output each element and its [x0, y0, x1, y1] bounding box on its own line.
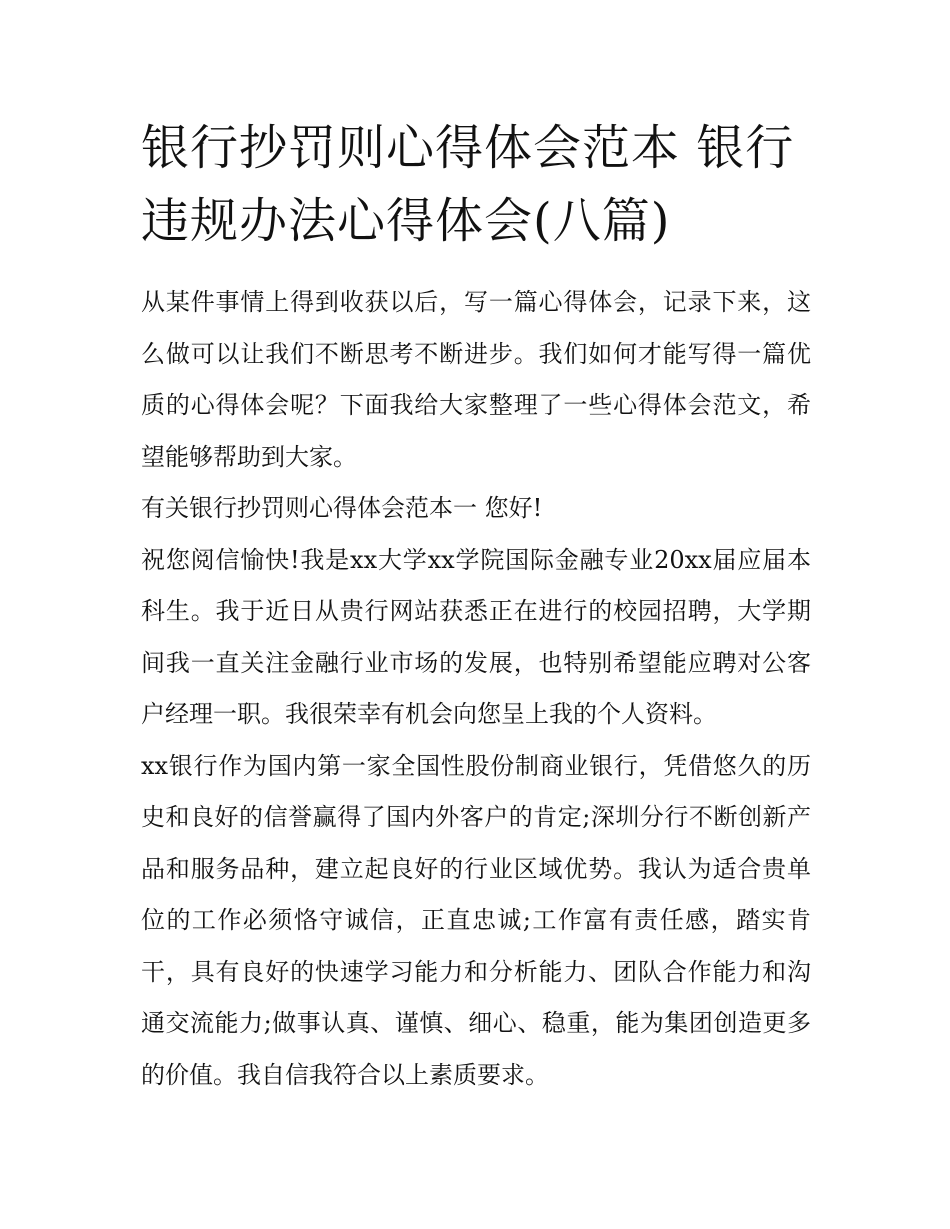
document-content — [141, 112, 811, 1101]
document-body — [141, 277, 811, 1101]
paragraph-intro: 从某件事情上得到收获以后，写一篇心得体会，记录下来，这么做可以让我们不断思考不断进步。我们如何才能写得一篇优质的心得体会呢？下面我给大家整理了一些心得体会范文，希望能够帮助到大家。 — [141, 288, 811, 471]
paragraph-self-introduction: 祝您阅信愉快!我是xx大学xx学院国际金融专业20xx届应届本科生。我于近日从贵行网站获悉正在进行的校园招聘，大学期间我一直关注金融行业市场的发展，也特别希望能应聘对公客户经理一职。我很荣幸有机会向您呈上我的个人资料。 — [141, 545, 811, 728]
paragraph-heading: 有关银行抄罚则心得体会范本一 您好! — [141, 494, 543, 522]
document-title: 银行抄罚则心得体会范本 银行违规办法心得体会(八篇) — [141, 120, 795, 249]
paragraph-bank-description: xx银行作为国内第一家全国性股份制商业银行，凭借悠久的历史和良好的信誉赢得了国内外客户的肯定;深圳分行不断创新产品和服务品种，建立起良好的行业区域优势。我认为适合贵单位的工作必须恪守诚信，正直忠诚;工作富有责任感，踏实肯干，具有良好的快速学习能力和分析能力、团队合作能力和沟通交流能力;做事认真、谨慎、细心、稳重，能为集团创造更多的价值。我自信我符合以上素质要求。 — [141, 751, 811, 1089]
